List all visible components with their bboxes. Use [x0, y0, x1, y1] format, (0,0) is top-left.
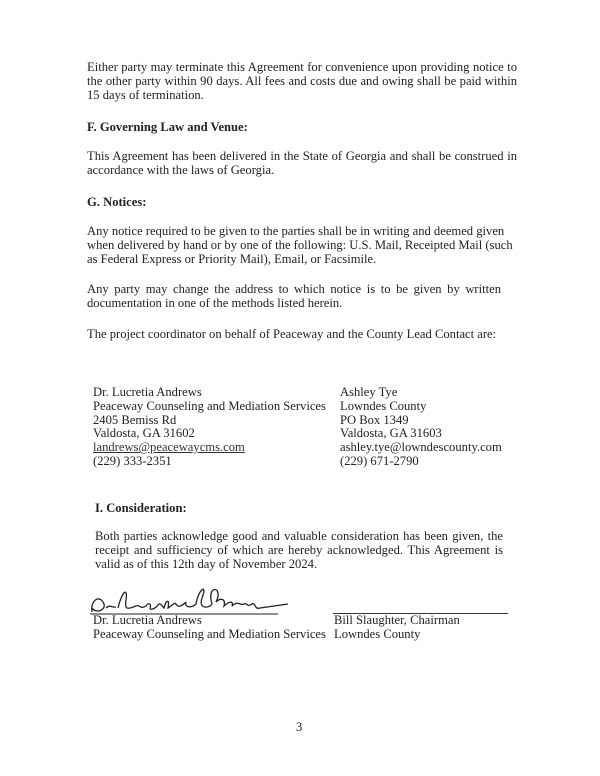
text-line: receipt and sufficiency of which are hereby acknowledged. This Agreement is — [95, 542, 503, 557]
text-line: Either party may terminate this Agreement for convenience upon providing notice to — [87, 60, 517, 74]
contact-city: Valdosta, GA 31603 — [340, 426, 442, 441]
contact-name: Ashley Tye — [340, 385, 398, 399]
signatory-peaceway — [93, 614, 326, 642]
text-line: valid as of this 12th day of November 2024. — [95, 556, 318, 571]
contact-phone: (229) 671-2790 — [340, 453, 419, 468]
contact-email-link[interactable]: landrews@peacewaycms.com — [93, 440, 245, 455]
section-f-paragraph — [87, 150, 517, 178]
contact-address: PO Box 1349 — [340, 412, 409, 427]
text-line: the other party within 90 days. All fees and costs due and owing shall be paid within — [87, 73, 517, 88]
contact-email: ashley.tye@lowndescounty.com — [340, 440, 502, 455]
text-line: The project coordinator on behalf of Peaceway and the County Lead Contact are: — [87, 327, 497, 341]
section-i-heading: I. Consideration: — [95, 501, 187, 515]
contact-org: Lowndes County — [340, 398, 427, 413]
contact-org: Peaceway Counseling and Mediation Services — [93, 398, 326, 413]
contact-county — [340, 386, 502, 469]
signatory-county — [334, 614, 460, 642]
text-line: when delivered by hand or by one of the following: U.S. Mail, Receipted Mail (such — [87, 237, 513, 252]
address-change-paragraph — [87, 283, 501, 311]
text-line: This Agreement has been delivered in the State of Georgia and shall be construed in — [87, 149, 517, 163]
signatory-org: Lowndes County — [334, 626, 421, 641]
signatory-org: Peaceway Counseling and Mediation Services — [93, 626, 326, 641]
coordinator-paragraph — [87, 328, 496, 342]
text-line: 15 days of termination. — [87, 87, 204, 102]
notices-paragraph — [87, 225, 513, 266]
text-line: accordance with the laws of Georgia. — [87, 162, 275, 177]
contact-peaceway — [93, 386, 326, 469]
text-line: documentation in one of the methods listed herein. — [87, 295, 343, 310]
page-number: 3 — [296, 720, 303, 734]
section-f-heading: F. Governing Law and Venue: — [87, 120, 248, 134]
contact-city: Valdosta, GA 31602 — [93, 426, 195, 441]
text-line: Any party may change the address to which notice is to be given by written — [87, 282, 501, 296]
text-line: Any notice required to be given to the parties shall be in writing and deemed given — [87, 224, 505, 238]
contact-phone: (229) 333-2351 — [93, 453, 172, 468]
section-g-heading: G. Notices: — [87, 195, 147, 209]
handwritten-signature — [88, 578, 293, 618]
signatory-name: Bill Slaughter, Chairman — [334, 613, 460, 627]
signatory-name: Dr. Lucretia Andrews — [93, 613, 202, 627]
text-line: Both parties acknowledge good and valuable consideration has been given, the — [95, 529, 503, 543]
termination-paragraph — [87, 61, 517, 102]
text-line: as Federal Express or Priority Mail), Email, or Facsimile. — [87, 251, 377, 266]
contact-name: Dr. Lucretia Andrews — [93, 385, 202, 399]
contact-address: 2405 Bemiss Rd — [93, 412, 177, 427]
consideration-paragraph — [95, 530, 503, 571]
